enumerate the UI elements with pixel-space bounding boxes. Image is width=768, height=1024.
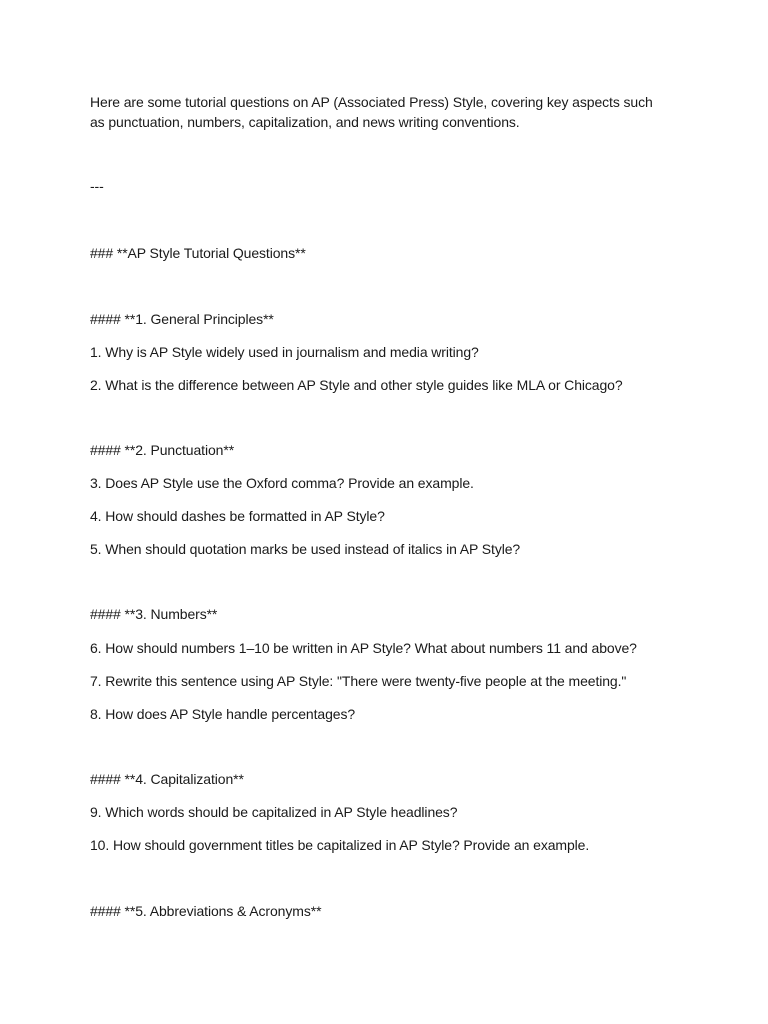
question-item: 9. Which words should be capitalized in AP Style headlines? [90, 804, 458, 820]
question-item: 4. How should dashes be formatted in AP Style? [90, 508, 385, 524]
question-item: 1. Why is AP Style widely used in journalism and media writing? [90, 344, 479, 360]
question-item: 6. How should numbers 1–10 be written in AP Style? What about numbers 11 and above? [90, 640, 637, 656]
section-heading-abbreviations-acronyms: #### **5. Abbreviations & Acronyms** [90, 903, 322, 919]
question-item: 5. When should quotation marks be used instead of italics in AP Style? [90, 541, 521, 557]
main-heading: ### **AP Style Tutorial Questions** [90, 245, 306, 261]
section-heading-general-principles: #### **1. General Principles** [90, 311, 274, 327]
intro-text-line-1: Here are some tutorial questions on AP (Associated Press) Style, covering key aspects such [90, 94, 653, 110]
question-item: 8. How does AP Style handle percentages? [90, 706, 356, 722]
intro-text-line-2: as punctuation, numbers, capitalization, and news writing conventions. [90, 114, 520, 130]
question-item: 10. How should government titles be capitalized in AP Style? Provide an example. [90, 837, 590, 853]
section-divider: --- [90, 178, 104, 194]
section-heading-numbers: #### **3. Numbers** [90, 606, 218, 622]
question-item: 2. What is the difference between AP Style and other style guides like MLA or Chicago? [90, 377, 623, 393]
question-item: 7. Rewrite this sentence using AP Style: "There were twenty-five people at the meeting." [90, 673, 627, 689]
question-item: 3. Does AP Style use the Oxford comma? Provide an example. [90, 475, 474, 491]
section-heading-punctuation: #### **2. Punctuation** [90, 442, 235, 458]
section-heading-capitalization: #### **4. Capitalization** [90, 771, 244, 787]
